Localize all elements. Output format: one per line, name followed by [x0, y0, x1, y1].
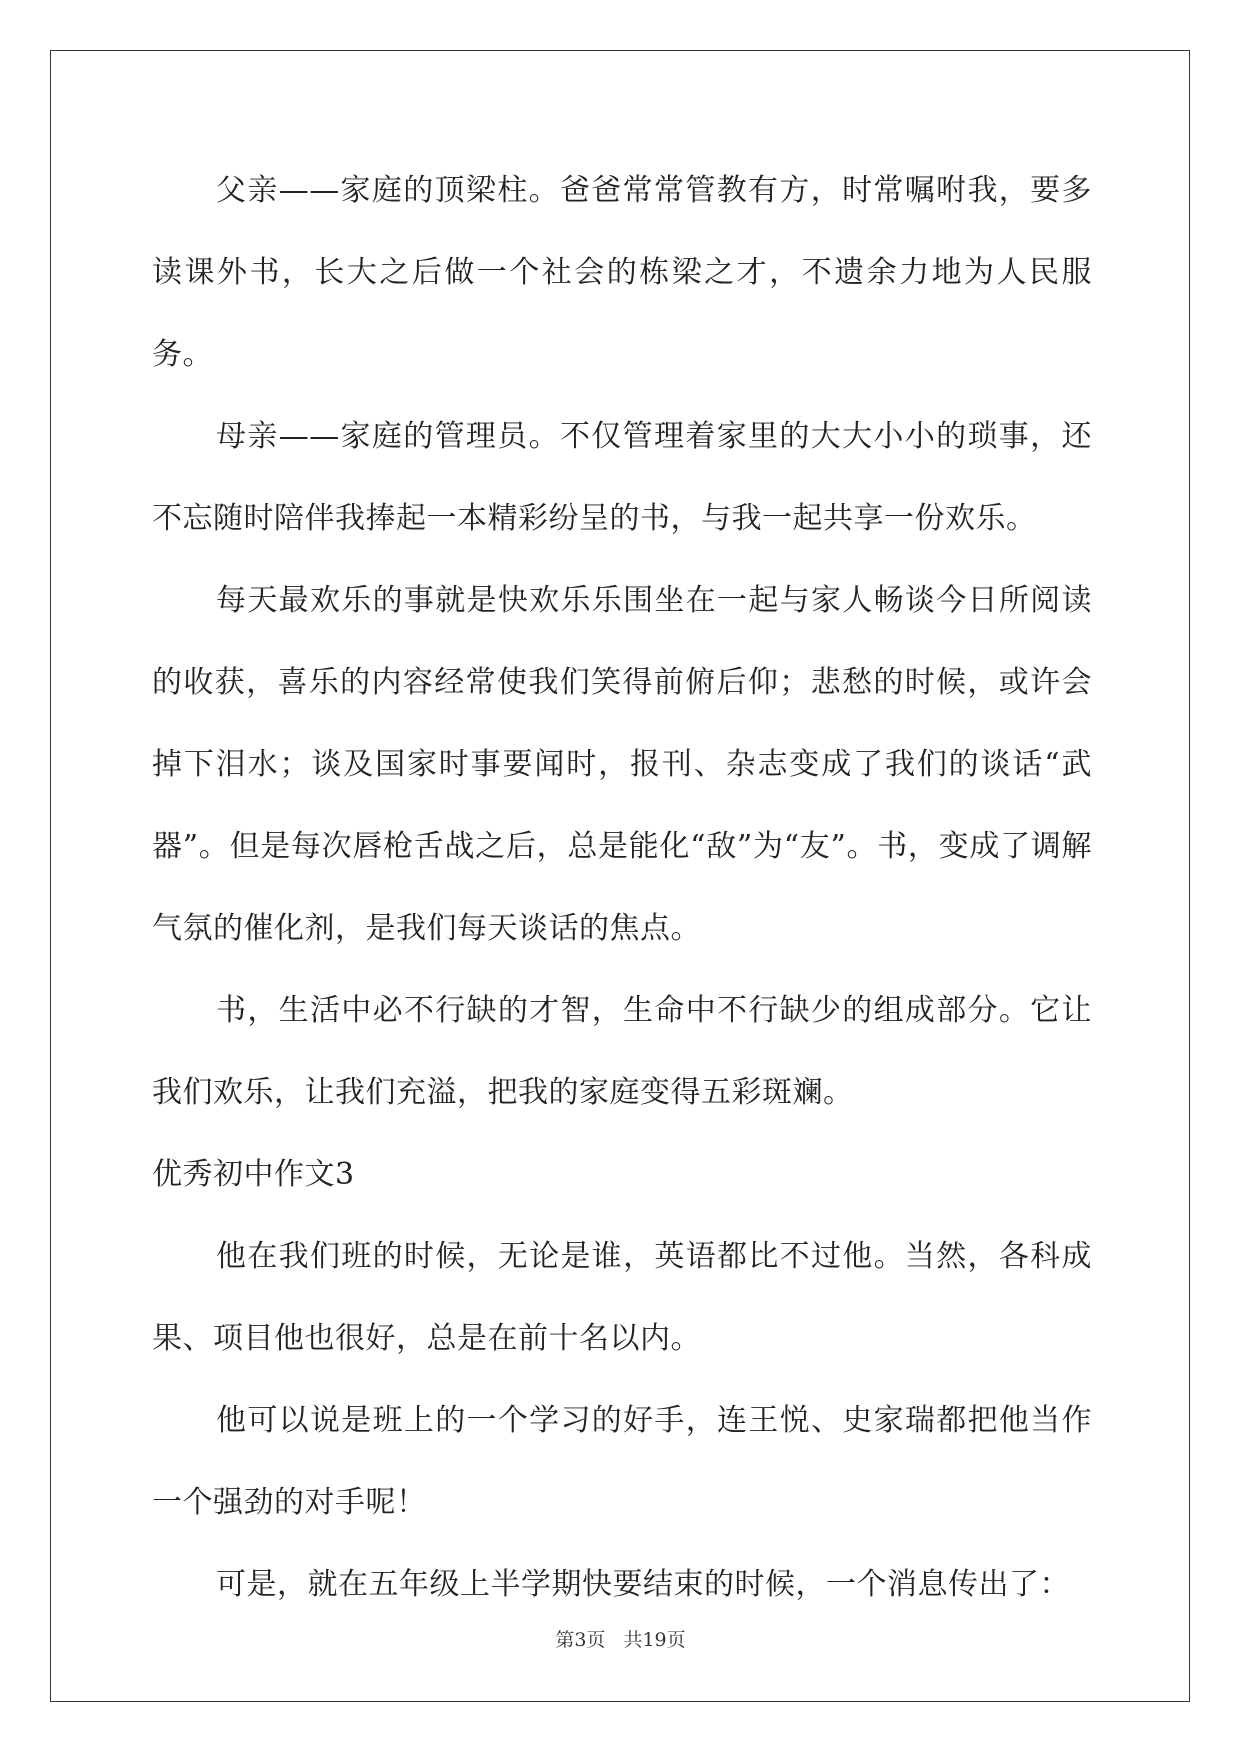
section-heading: 优秀初中作文3	[152, 1157, 355, 1192]
page-footer	[0, 1625, 1241, 1652]
document-body	[152, 150, 1092, 1626]
page-number: 第3页	[555, 1629, 606, 1651]
paragraph-daily-joy: 每天最欢乐的事就是快欢乐乐围坐在一起与家人畅谈今日所阅读的收获，喜乐的内容经常使我们笑得前俯后仰；悲愁的时候，或许会掉下泪水；谈及国家时事要闻时，报刊、杂志变成了我们的谈话“武器”。但是每次唇枪舌战之后，总是能化“敌”为“友”。书，变成了调解气氛的催化剂，是我们每天谈话的焦点。	[152, 583, 1092, 946]
paragraph-books: 书，生活中必不行缺的才智，生命中不行缺少的组成部分。它让我们欢乐，让我们充溢，把我的家庭变得五彩斑斓。	[152, 993, 1092, 1110]
paragraph-rival: 他可以说是班上的一个学习的好手，连王悦、史家瑞都把他当作一个强劲的对手呢！	[152, 1403, 1092, 1520]
paragraph-news: 可是，就在五年级上半学期快要结束的时候，一个消息传出了：	[216, 1567, 1070, 1602]
paragraph-father: 父亲——家庭的顶梁柱。爸爸常常管教有方，时常嘱咐我，要多读课外书，长大之后做一个社会的栋梁之才，不遗余力地为人民服务。	[152, 173, 1092, 372]
paragraph-english: 他在我们班的时候，无论是谁，英语都比不过他。当然，各科成果、项目他也很好，总是在前十名以内。	[152, 1239, 1092, 1356]
page-total: 共19页	[623, 1629, 686, 1651]
paragraph-mother: 母亲——家庭的管理员。不仅管理着家里的大大小小的琐事，还不忘随时陪伴我捧起一本精彩纷呈的书，与我一起共享一份欢乐。	[152, 419, 1092, 536]
